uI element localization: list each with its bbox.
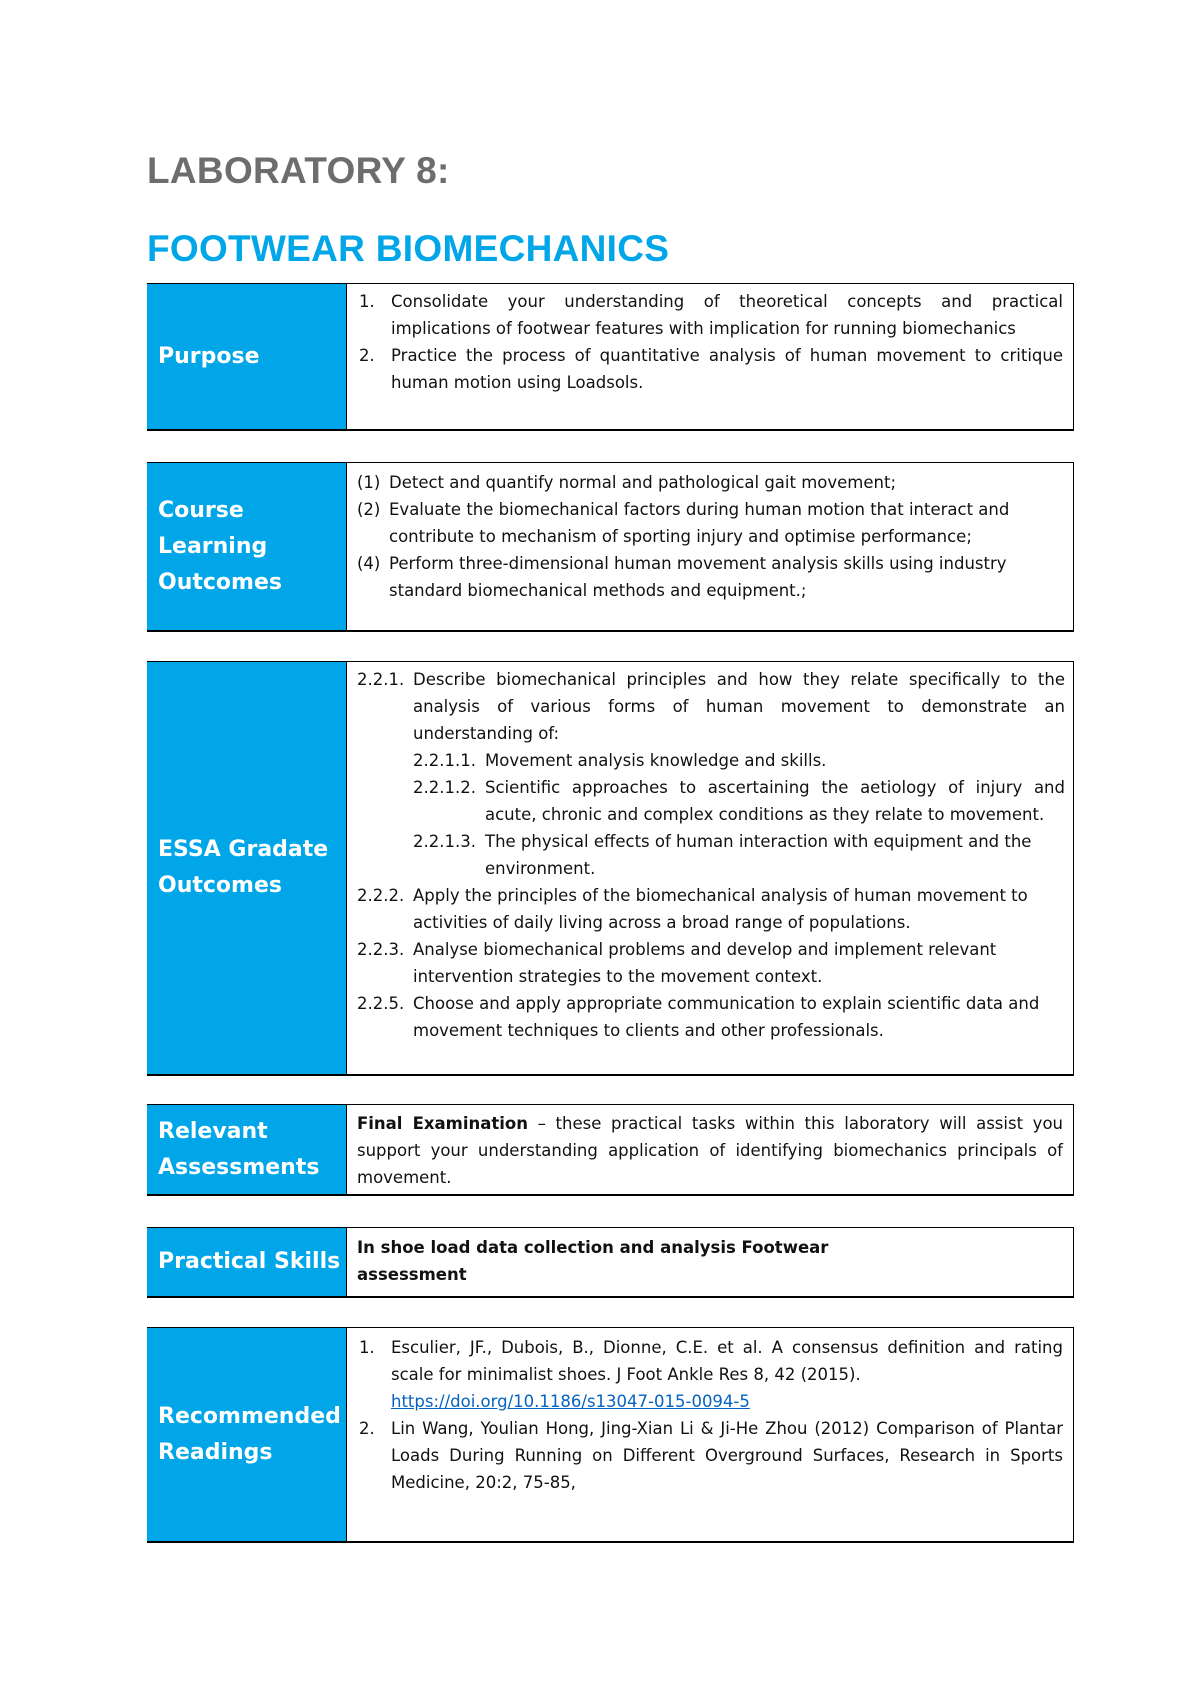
- lab-number-title: LABORATORY 8:: [147, 150, 450, 191]
- essa-item: 2.2.3. Analyse biomechanical problems and develop and implement relevant intervention strategies to the movement context.: [357, 940, 997, 986]
- essa-subitem: 2.2.1.3. The physical effects of human interaction with equipment and the environment.: [413, 832, 1032, 878]
- final-examination-label: Final Examination: [357, 1114, 529, 1133]
- essa-item: 2.2.1. Describe biomechanical principles and how they relate specifically to the analysis of various forms of human movement to demonstrate an understanding of:: [357, 670, 1065, 743]
- course-learning-outcomes-section: [147, 462, 1074, 632]
- purpose-item: 1. Consolidate your understanding of theoretical concepts and practical implications of footwear features with implication for running biomechanics: [359, 292, 1063, 338]
- purpose-label: Purpose: [147, 284, 347, 429]
- clo-item: (2) Evaluate the biomechanical factors during human motion that interact and contribute to mechanism of sporting injury and optimise performance;: [357, 500, 1010, 546]
- readings-content: [347, 1328, 1073, 1541]
- clo-content: [347, 463, 1073, 630]
- clo-label: Course Learning Outcomes: [147, 463, 347, 630]
- essa-item: 2.2.5. Choose and apply appropriate communication to explain scientific data and movement techniques to clients and other professionals.: [357, 994, 1040, 1040]
- essa-content: [347, 662, 1073, 1074]
- assessments-content: Final Examination – these practical tasks within this laboratory will assist you support your understanding application of identifying biomechanics principals of movement.: [357, 1114, 1063, 1187]
- assessments-label: Relevant Assessments: [147, 1105, 347, 1194]
- recommended-readings-section: [147, 1327, 1074, 1543]
- clo-item: (1) Detect and quantify normal and pathological gait movement;: [357, 473, 897, 492]
- practical-skills-section: [147, 1227, 1074, 1298]
- essa-subitem: 2.2.1.1. Movement analysis knowledge and skills.: [413, 751, 827, 770]
- purpose-section: [147, 283, 1074, 431]
- clo-item: (4) Perform three-dimensional human movement analysis skills using industry standard biomechanical methods and equipment.;: [357, 554, 1007, 600]
- essa-subitem: 2.2.1.2. Scientific approaches to ascertaining the aetiology of injury and acute, chronic and complex conditions as they relate to movement.: [413, 778, 1065, 824]
- skills-content: In shoe load data collection and analysis Footwear assessment: [357, 1238, 829, 1284]
- relevant-assessments-section: [147, 1104, 1074, 1196]
- essa-item: 2.2.2. Apply the principles of the biomechanical analysis of human movement to activities of daily living across a broad range of populations.: [357, 886, 1028, 932]
- essa-outcomes-section: [147, 661, 1074, 1076]
- reading-item: 2. Lin Wang, Youlian Hong, Jing-Xian Li & Ji-He Zhou (2012) Comparison of Plantar Loads During Running on Different Overground Surfaces, Research in Sports Medicine, 20:2, 75-85,: [359, 1419, 1063, 1492]
- reading-item: 1. Esculier, JF., Dubois, B., Dionne, C.E. et al. A consensus definition and rating scale for minimalist shoes. J Foot Ankle Res 8, 42 (2015). https://doi.org/10.1186/s13047-015-0094-5: [359, 1338, 1063, 1411]
- essa-label: ESSA Gradate Outcomes: [147, 662, 347, 1074]
- purpose-item: 2. Practice the process of quantitative analysis of human movement to critique human motion using Loadsols.: [359, 346, 1063, 392]
- readings-label: Recommended Readings: [147, 1328, 347, 1541]
- reading-doi-link[interactable]: https://doi.org/10.1186/s13047-015-0094-5: [391, 1392, 750, 1411]
- skills-label: Practical Skills: [147, 1228, 347, 1296]
- lab-topic-title: FOOTWEAR BIOMECHANICS: [147, 228, 670, 269]
- purpose-content: [347, 284, 1073, 429]
